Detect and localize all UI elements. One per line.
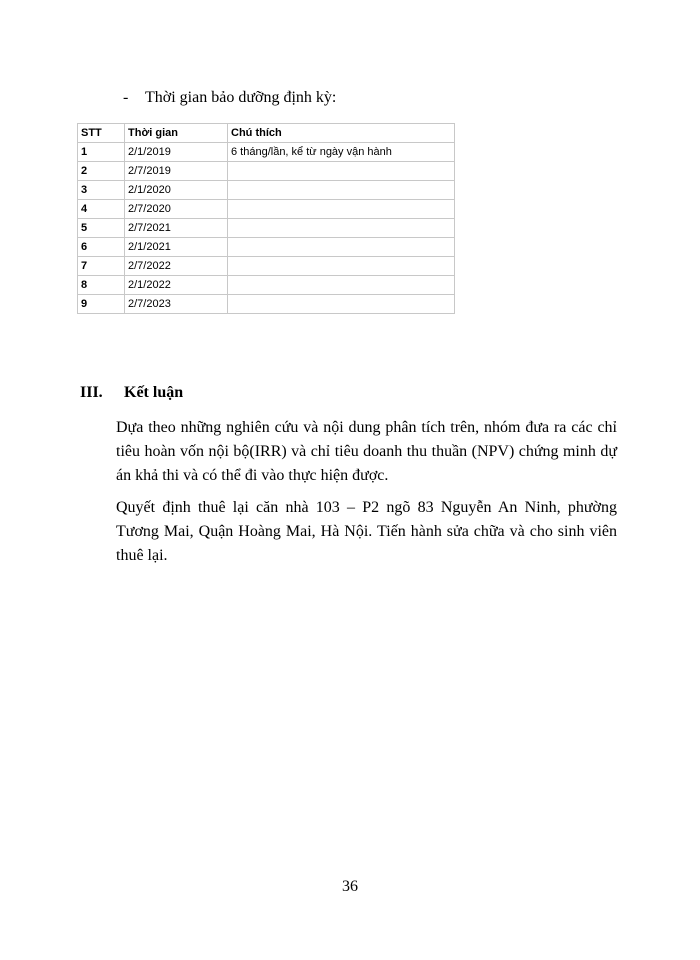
cell-stt: 3 <box>78 181 125 200</box>
cell-note <box>228 219 455 238</box>
cell-note <box>228 257 455 276</box>
table-row <box>78 238 455 257</box>
header-stt: STT <box>78 124 125 143</box>
table-row <box>78 295 455 314</box>
cell-note: 6 tháng/lần, kể từ ngày vận hành <box>228 143 455 162</box>
section-number: III. <box>80 384 103 401</box>
cell-note <box>228 238 455 257</box>
conclusion-paragraph-1: Dựa theo những nghiên cứu và nội dung phân tích trên, nhóm đưa ra các chỉ tiêu hoàn vốn nội bộ(IRR) và chỉ tiêu doanh thu thuần (NPV) chứng minh dự án khả thi và có thể đi vào thực hiện được. <box>116 419 617 484</box>
table-row <box>78 200 455 219</box>
table-row <box>78 276 455 295</box>
cell-time: 2/1/2019 <box>125 143 228 162</box>
cell-time: 2/7/2022 <box>125 257 228 276</box>
table-row <box>78 219 455 238</box>
cell-stt: 7 <box>78 257 125 276</box>
cell-stt: 1 <box>78 143 125 162</box>
bullet-dash: - <box>123 89 129 106</box>
cell-note <box>228 200 455 219</box>
header-time: Thời gian <box>125 124 228 143</box>
cell-time: 2/1/2022 <box>125 276 228 295</box>
cell-stt: 4 <box>78 200 125 219</box>
cell-time: 2/7/2023 <box>125 295 228 314</box>
conclusion-heading <box>80 384 183 402</box>
cell-time: 2/1/2021 <box>125 238 228 257</box>
cell-note <box>228 295 455 314</box>
cell-time: 2/7/2019 <box>125 162 228 181</box>
table-row <box>78 257 455 276</box>
cell-stt: 9 <box>78 295 125 314</box>
cell-stt: 5 <box>78 219 125 238</box>
cell-stt: 6 <box>78 238 125 257</box>
table-header-row <box>78 124 455 143</box>
table-row <box>78 181 455 200</box>
conclusion-paragraph-2: Quyết định thuê lại căn nhà 103 – P2 ngõ 83 Nguyễn An Ninh, phường Tương Mai, Quận Hoàng Mai, Hà Nội. Tiến hành sửa chữa và cho sinh viên thuê lại. <box>116 499 617 564</box>
cell-note <box>228 162 455 181</box>
table-body <box>78 143 455 314</box>
section-title: Kết luận <box>124 384 184 401</box>
cell-note <box>228 181 455 200</box>
cell-stt: 8 <box>78 276 125 295</box>
cell-stt: 2 <box>78 162 125 181</box>
cell-time: 2/7/2021 <box>125 219 228 238</box>
header-note: Chú thích <box>228 124 455 143</box>
maintenance-schedule-label <box>123 88 336 108</box>
cell-time: 2/1/2020 <box>125 181 228 200</box>
cell-note <box>228 276 455 295</box>
page-number: 36 <box>342 878 358 895</box>
maintenance-table <box>77 123 455 314</box>
table-row <box>78 143 455 162</box>
bullet-text: Thời gian bảo dưỡng định kỳ: <box>145 89 337 106</box>
table-row <box>78 162 455 181</box>
cell-time: 2/7/2020 <box>125 200 228 219</box>
